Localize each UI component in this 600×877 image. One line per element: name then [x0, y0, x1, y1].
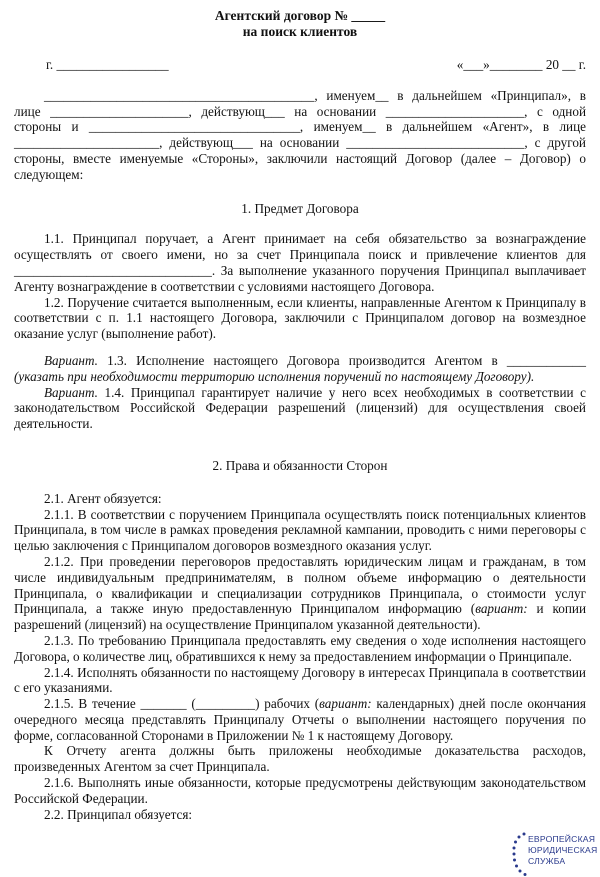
variant-label: вариант:: [319, 696, 372, 712]
logo-line-1: ЕВРОПЕЙСКАЯ: [528, 834, 596, 844]
date-field: «___»________ 20 __ г.: [456, 57, 586, 72]
city-field: г. _________________: [46, 57, 169, 72]
logo-line-3: СЛУЖБА: [528, 856, 566, 866]
clause-2-1-2-text-a: 2.1.2. При проведении переговоров предоставлять юридическим лицам и гражданам, в том числе индивидуальным предпринимателям, в полном объеме информацию о деятельности Принципала, о квалификации и специализации сотрудников Принципала, о стоимости услуг Принципала, а также иную предоставленную Принципалом информацию (: [14, 553, 586, 617]
european-legal-service-logo: [512, 831, 600, 877]
clause-1-4-variant: [14, 385, 586, 432]
clause-2-1-4: 2.1.4. Исполнять обязанности по настоящему Договору в интересах Принципала в соответствии с его указаниями.: [14, 664, 586, 696]
document-page: [14, 8, 586, 822]
preamble-paragraph: _________________________________________, именуем__ в дальнейшем «Принципал», в лице _____________________, действующ___ на основании _____________________, с одной стороны и ________________________________, именуем__ в дальнейшем «Агент», в лице ______________________, действующ___ на основании ___________________________, с другой стороны, вместе именуемые «Стороны», заключили настоящий Договор (далее – Договор) о следующем:: [14, 87, 586, 182]
clause-2-1-5: [14, 696, 586, 743]
section-1-heading: 1. Предмет Договора: [241, 200, 359, 216]
title-line-2: на поиск клиентов: [242, 24, 358, 39]
place-date-row: [14, 57, 586, 73]
clause-1-3-note: (указать при необходимости территорию исполнения поручений по настоящему Договору).: [14, 368, 535, 384]
title-line-1: Агентский договор № _____: [214, 8, 386, 23]
clause-2-1-5-text-a: 2.1.5. В течение _______ (_________) рабочих (: [44, 696, 320, 712]
clause-2-1: 2.1. Агент обязуется:: [44, 490, 162, 506]
clause-2-1-6: 2.1.6. Выполнять иные обязанности, которые предусмотрены действующим законодательством Российской Федерации.: [14, 775, 586, 806]
report-paragraph: К Отчету агента должны быть приложены необходимые доказательства расходов, произведенных Агентом за счет Принципала.: [14, 743, 586, 775]
variant-label: Вариант.: [44, 352, 98, 368]
clause-1-3-text: 1.3. Исполнение настоящего Договора производится Агентом в ____________: [97, 352, 586, 368]
clause-1-1: 1.1. Принципал поручает, а Агент принимает на себя обязательство за вознаграждение осуществлять от своего имени, но за счет Принципала поиск и привлечение клиентов для ______________________________. За выполнение указанного поручения Принципал выплачивает Агенту вознаграждение в соответствии с условиями настоящего Договора.: [14, 231, 586, 294]
logo-line-2: ЮРИДИЧЕСКАЯ: [528, 845, 598, 855]
clause-1-4-text: 1.4. Принципал гарантирует наличие у него всех необходимых в соответствии с законодательством Российской Федерации разрешений (лицензий) для осуществления своей деятельности.: [14, 384, 586, 432]
variant-label: вариант:: [475, 601, 528, 617]
section-2-heading: 2. Права и обязанности Сторон: [212, 457, 388, 473]
clause-2-1-1: 2.1.1. В соответствии с поручением Принципала осуществлять поиск потенциальных клиентов Принципала, в том числе в рамках проведения рекламной кампании, проводить с ними переговоры с целью заключения с Принципалом договоров возмездного оказания услуг.: [14, 506, 586, 554]
clause-1-3-variant: [14, 353, 586, 385]
clause-2-1-2: [14, 554, 586, 633]
logo-text: [528, 834, 597, 867]
clause-2-1-2-text-b: и копии разрешений (лицензий) на осуществление Принципалом указанной деятельности).: [14, 601, 587, 633]
clause-2-1-5-text-b: календарных) дней после окончания очередного месяца представлять Принципалу Отчеты о выполнении настоящего поручения по форме, согласованной Сторонами в Приложении № 1 к настоящему Договору.: [14, 696, 586, 743]
clause-2-1-3: 2.1.3. По требованию Принципала предоставлять ему сведения о ходе исполнения настоящего Договора, о количестве лиц, обратившихся к нему за предоставлением информации о Принципале.: [14, 632, 586, 664]
clause-1-2: 1.2. Поручение считается выполненным, если клиенты, направленные Агентом к Принципалу в соответствии с п. 1.1 настоящего Договора, заключили с Принципалом договор на возмездное оказание услуг (выполнение работ).: [14, 294, 586, 342]
stars-arc-icon: [512, 831, 528, 877]
document-title: [14, 8, 586, 40]
clause-2-2: 2.2. Принципал обязуется:: [44, 806, 193, 822]
variant-label: Вариант.: [44, 384, 98, 400]
